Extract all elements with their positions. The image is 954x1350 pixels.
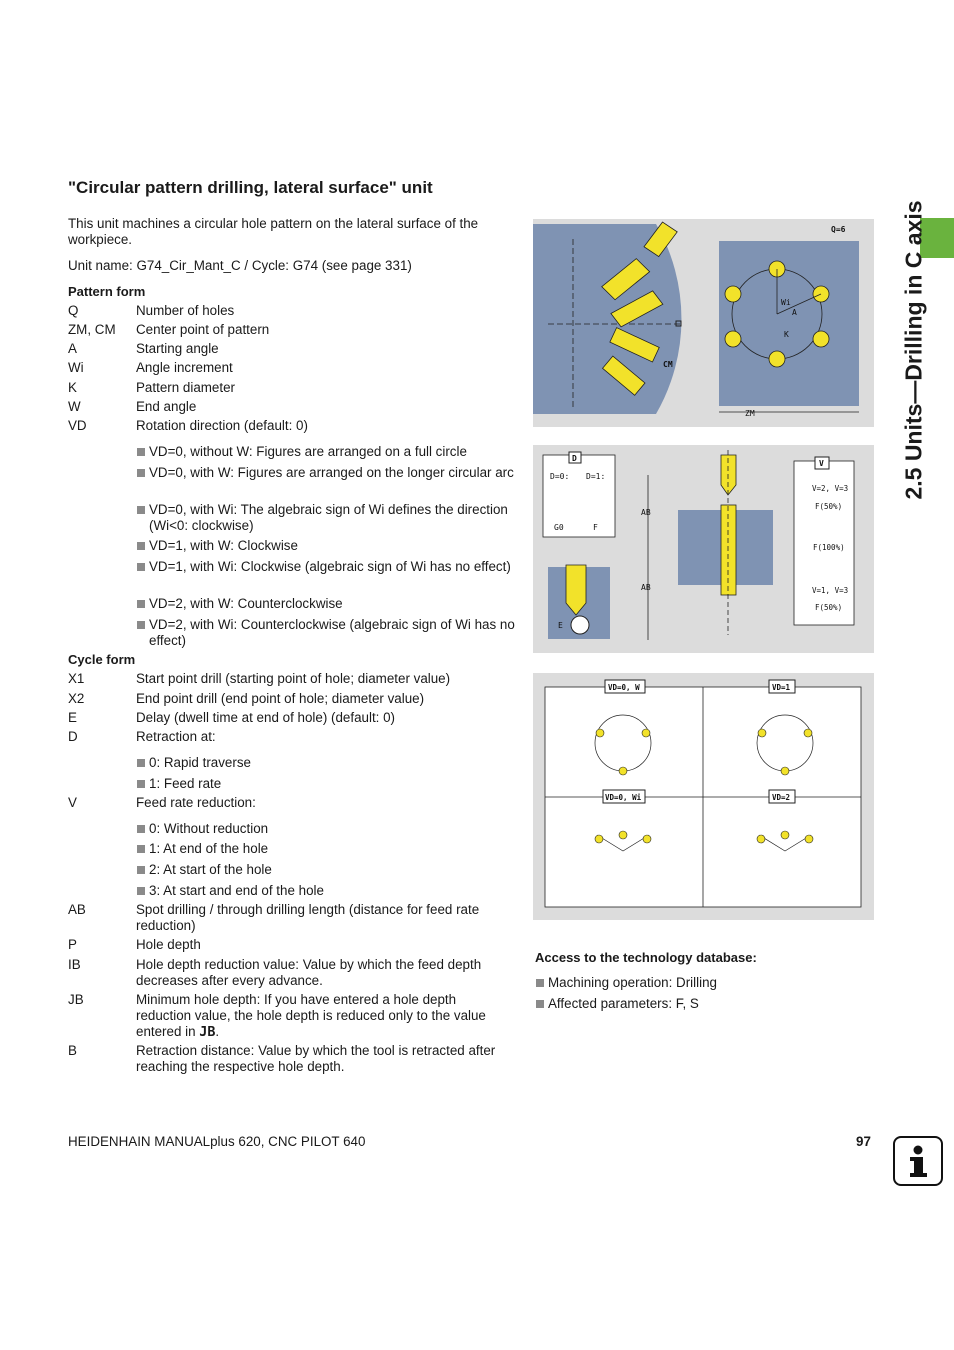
param-key: D — [68, 729, 78, 744]
param-desc: End point drill (end point of hole; diameter value) — [136, 691, 425, 706]
param-key: Wi — [68, 360, 84, 375]
fig2-label-d0: D=0: — [550, 472, 570, 481]
param-key: K — [68, 380, 77, 395]
param-key: Q — [68, 303, 79, 318]
vd-bullet: VD=2, with W: Counterclockwise — [136, 596, 519, 612]
param-desc: Hole depth reduction value: Value by which the feed depth decreases after every advance. — [136, 957, 482, 988]
param-desc: Hole depth — [136, 937, 201, 952]
pattern-form-heading: Pattern form — [68, 284, 146, 299]
figure-cycle-parameters — [533, 445, 874, 653]
param-key: W — [68, 399, 81, 414]
param-desc: Center point of pattern — [136, 322, 270, 337]
param-key: JB — [68, 992, 84, 1007]
fig3-panel-vd0w: VD=0, W — [608, 683, 640, 692]
side-title-container — [897, 185, 931, 515]
fig2-label-f100: F(100%) — [813, 543, 845, 552]
param-desc: Angle increment — [136, 360, 233, 375]
fig1-label-k: K — [784, 330, 789, 339]
fig2-label-v: V — [819, 459, 824, 468]
fig3-panel-vd0wi: VD=0, Wi — [605, 793, 642, 802]
page-title: "Circular pattern drilling, lateral surface" unit — [68, 178, 433, 197]
feed-reduction-bullet: 2: At start of the hole — [136, 862, 519, 878]
param-desc: Retraction at: — [136, 729, 216, 744]
param-key: E — [68, 710, 77, 725]
tech-db-item: Machining operation: Drilling — [535, 975, 878, 991]
param-key: AB — [68, 902, 86, 917]
param-key: VD — [68, 418, 87, 433]
unit-name: Unit name: G74_Cir_Mant_C / Cycle: G74 (see page 331) — [68, 258, 412, 273]
param-desc: End angle — [136, 399, 197, 414]
fig2-label-d1: D=1: — [586, 472, 606, 481]
figure-rotation-directions — [533, 673, 874, 920]
intro-text: This unit machines a circular hole pattern on the lateral surface of the workpiece. — [68, 216, 479, 247]
param-key: V — [68, 795, 77, 810]
fig2-label-ab1: AB — [641, 508, 651, 517]
fig2-label-g0: G0 — [554, 523, 564, 532]
vd-bullet: VD=0, with W: Figures are arranged on the longer circular arc — [136, 465, 519, 481]
fig1-label-wi: Wi — [781, 298, 791, 307]
fig2-label-d: D — [572, 454, 577, 463]
param-desc: Start point drill (starting point of hole; diameter value) — [136, 671, 451, 686]
param-key: A — [68, 341, 77, 356]
feed-reduction-bullet: 1: At end of the hole — [136, 841, 519, 857]
fig2-label-e: E — [558, 621, 563, 630]
param-desc: Number of holes — [136, 303, 235, 318]
fig1-label-cm: CM — [663, 360, 673, 369]
vd-bullet: VD=0, without W: Figures are arranged on a full circle — [136, 444, 519, 460]
param-key: X1 — [68, 671, 85, 686]
fig2-label-v13: V=1, V=3 — [812, 586, 849, 595]
param-key: P — [68, 937, 77, 952]
feed-reduction-bullet: 3: At start and end of the hole — [136, 883, 519, 899]
param-key: X2 — [68, 691, 85, 706]
side-title: 2.5 Units—Drilling in C axis — [900, 200, 927, 500]
param-desc: Feed rate reduction: — [136, 795, 256, 810]
param-desc: Minimum hole depth: If you have entered a hole depth reduction value, the hole depth is reduced only to the value entered in JB. — [136, 992, 486, 1040]
retraction-bullet: 0: Rapid traverse — [136, 755, 519, 771]
fig2-label-f50b: F(50%) — [815, 603, 843, 612]
retraction-bullet: 1: Feed rate — [136, 776, 519, 792]
tech-db-heading: Access to the technology database: — [535, 950, 757, 965]
info-icon — [893, 1136, 943, 1186]
fig2-label-f: F — [593, 523, 598, 532]
tech-db-item: Affected parameters: F, S — [535, 996, 878, 1012]
footer-manual-name: HEIDENHAIN MANUALplus 620, CNC PILOT 640 — [68, 1134, 366, 1149]
fig2-label-f50a: F(50%) — [815, 502, 843, 511]
fig1-label-a: A — [792, 308, 797, 317]
fig1-q-label: Q=6 — [831, 225, 846, 234]
figure-pattern-geometry — [533, 219, 874, 427]
fig2-label-ab2: AB — [641, 583, 651, 592]
feed-reduction-bullet: 0: Without reduction — [136, 821, 519, 837]
fig3-panel-vd1: VD=1 — [772, 683, 791, 692]
fig2-label-v23: V=2, V=3 — [812, 484, 849, 493]
param-code: JB — [199, 1025, 216, 1040]
vd-bullet: VD=1, with Wi: Clockwise (algebraic sign of Wi has no effect) — [136, 559, 519, 575]
cycle-form-heading: Cycle form — [68, 652, 136, 667]
param-desc: Retraction distance: Value by which the tool is retracted after reaching the respective hole depth. — [136, 1043, 496, 1074]
param-desc: Delay (dwell time at end of hole) (default: 0) — [136, 710, 396, 725]
param-desc: Starting angle — [136, 341, 219, 356]
vd-bullet: VD=0, with Wi: The algebraic sign of Wi defines the direction (Wi<0: clockwise) — [136, 502, 519, 534]
param-desc: Pattern diameter — [136, 380, 235, 395]
fig1-label-zm: ZM — [745, 409, 755, 418]
param-key: IB — [68, 957, 81, 972]
param-desc: Rotation direction (default: 0) — [136, 418, 308, 433]
page-number: 97 — [856, 1134, 871, 1149]
fig3-panel-vd2: VD=2 — [772, 793, 791, 802]
vd-bullet: VD=2, with Wi: Counterclockwise (algebraic sign of Wi has no effect) — [136, 617, 519, 649]
param-desc: Spot drilling / through drilling length (distance for feed rate reduction) — [136, 902, 480, 933]
param-key: ZM, CM — [68, 322, 116, 337]
vd-bullet: VD=1, with W: Clockwise — [136, 538, 519, 554]
param-key: B — [68, 1043, 77, 1058]
